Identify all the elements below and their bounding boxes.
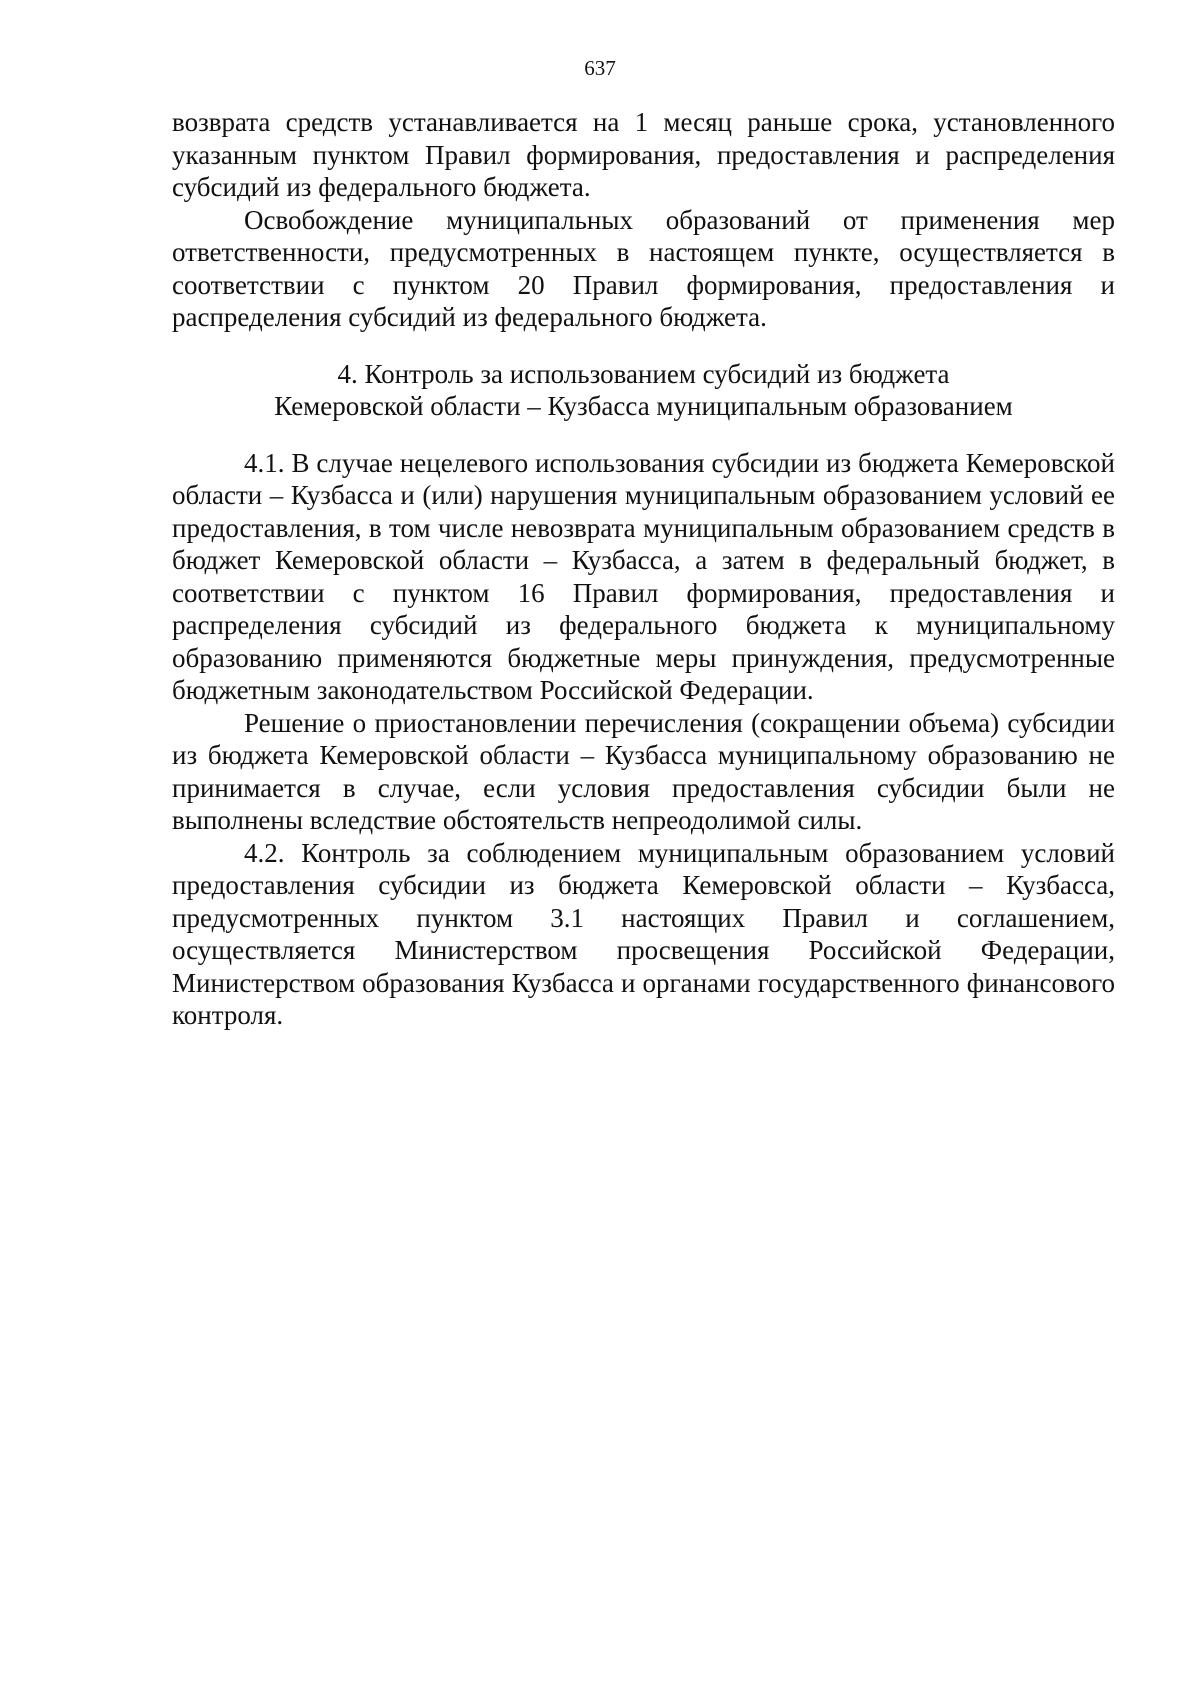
paragraph-suspension-decision: Решение о приостановлении перечисления (сокращении объема) субсидии из бюджета Кемеровской области – Кузбасса муниципальному образованию не принимается в случае, если условия предоставления субсидии были не выполнены вследствие обстоятельств непреодолимой силы. — [172, 707, 1115, 835]
paragraph-4-2: 4.2. Контроль за соблюдением муниципальным образованием условий предоставления субсидии из бюджета Кемеровской области – Кузбасса, предусмотренных пунктом 3.1 настоящих Правил и соглашением, осуществляется Министерством просвещения Российской Федерации, Министерством образования Кузбасса и органами государственного финансового контроля. — [172, 837, 1115, 1030]
paragraph-continuation: возврата средств устанавливается на 1 месяц раньше срока, установленного указанным пунктом Правил формирования, предоставления и распределения субсидий из федерального бюджета. — [172, 107, 1115, 202]
document-body — [172, 106, 1115, 1032]
paragraph-exemption: Освобождение муниципальных образований от применения мер ответственности, предусмотренных в настоящем пункте, осуществляется в соответствии с пунктом 20 Правил формирования, предоставления и распределения субсидий из федерального бюджета. — [172, 204, 1115, 332]
page-number: 637 — [584, 56, 616, 80]
section-heading-line-1: 4. Контроль за использованием субсидий из бюджета — [337, 358, 950, 389]
section-heading — [172, 358, 1115, 423]
paragraph-4-1: 4.1. В случае нецелевого использования субсидии из бюджета Кемеровской области – Кузбасса и (или) нарушения муниципальным образованием условий ее предоставления, в том числе невозврата муниципальным образованием средств в бюджет Кемеровской области – Кузбасса, а затем в федеральный бюджет, в соответствии с пунктом 16 Правил формирования, предоставления и распределения субсидий из федерального бюджета к муниципальному образованию применяются бюджетные меры принуждения, предусмотренные бюджетным законодательством Российской Федерации. — [172, 447, 1115, 705]
section-heading-line-2: Кемеровской области – Кузбасса муниципальным образованием — [274, 391, 1013, 421]
